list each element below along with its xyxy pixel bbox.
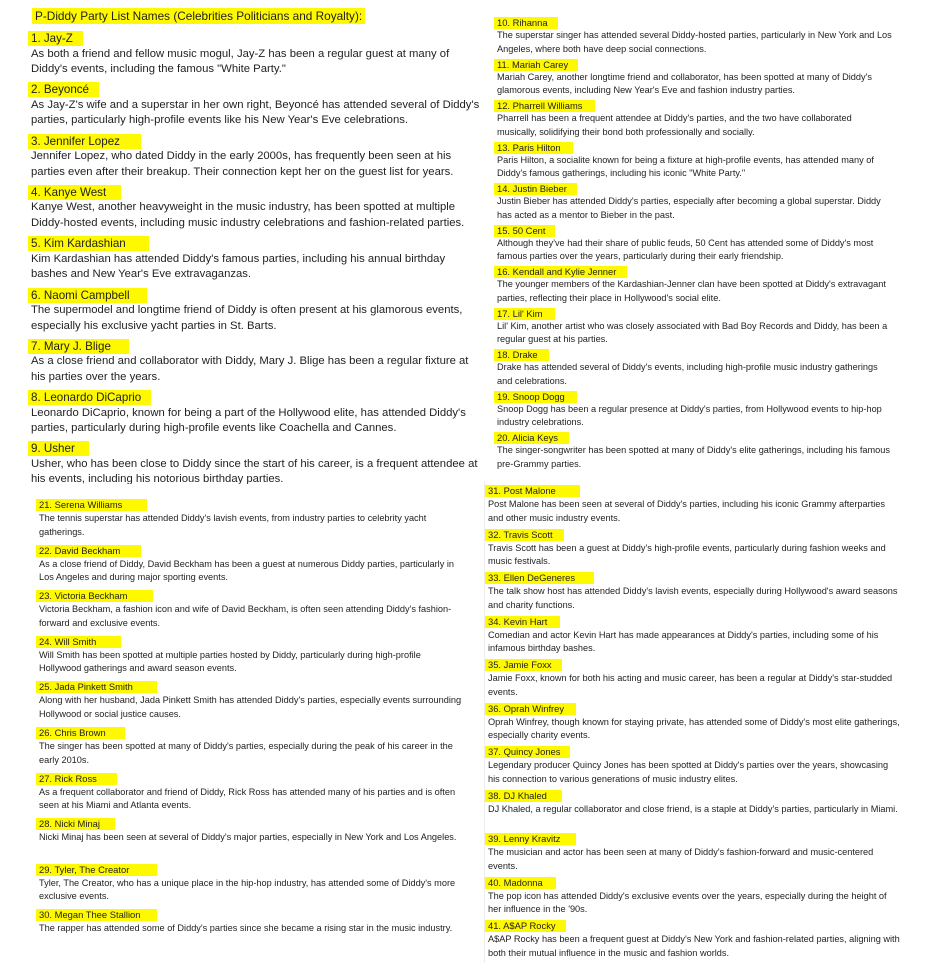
entry-description: The singer has been spotted at many of Diddy's parties, especially during the peak of his career in the early 2010s. <box>39 741 453 765</box>
entry-description: Leonardo DiCaprio, known for being a part of the Hollywood elite, has attended Diddy's parties, particularly during high-profile events like Coachella and Cannes. <box>31 406 466 435</box>
entry-description: As a frequent collaborator and friend of Diddy, Rick Ross has attended many of his parties and is often seen at his Miami and Atlanta events. <box>39 786 456 811</box>
entry-name: 5. Kim Kardashian <box>28 236 149 251</box>
panel-bottom-right <box>484 481 904 963</box>
entry-name: 29. Tyler, The Creator <box>36 864 157 876</box>
entry-name: 28. Nicki Minaj <box>36 818 115 830</box>
entry-name: 27. Rick Ross <box>36 773 117 785</box>
entry-name: 22. David Beckham <box>36 545 141 557</box>
entry-name: 4. Kanye West <box>28 185 121 200</box>
entry-name: 39. Lenny Kravitz <box>485 833 576 845</box>
entry-name: 6. Naomi Campbell <box>28 288 147 303</box>
entry-name: 37. Quincy Jones <box>485 746 570 758</box>
entry-description: The superstar singer has attended several Diddy-hosted parties, particularly in New York and Los Angeles, where both have deep social connections. <box>497 30 892 54</box>
entry-name: 19. Snoop Dogg <box>494 391 577 403</box>
entry-name: 20. Alicia Keys <box>494 432 569 444</box>
entry-description: Pharrell has been a frequent attendee at Diddy's parties, and the two have collaborated musically, solidifying their bond both professionally and socially. <box>497 113 852 137</box>
entry-description: Kim Kardashian has attended Diddy's famous parties, including his annual birthday bashes and New Year's Eve extravaganzas. <box>31 252 446 281</box>
entry-description: Legendary producer Quincy Jones has been spotted at Diddy's parties over the years, showcasing his connection to various generations of music industry elites. <box>488 760 889 784</box>
entry-description: The rapper has attended some of Diddy's parties since she became a rising star in the music industry. <box>39 923 453 934</box>
entry-name: 14. Justin Bieber <box>494 183 577 195</box>
entry-name: 21. Serena Williams <box>36 499 147 511</box>
page-title: P-Diddy Party List Names (Celebrities Politicians and Royalty): <box>32 8 365 24</box>
entry-name: 34. Kevin Hart <box>485 616 560 628</box>
entry-description: Post Malone has been seen at several of Diddy's parties, including his iconic Grammy afterparties and other music industry events. <box>488 499 886 523</box>
entry-name: 38. DJ Khaled <box>485 790 562 802</box>
entry-description: The supermodel and longtime friend of Diddy is often present at his glamorous events, especially his exclusive yacht parties in St. Barts. <box>31 304 463 332</box>
entry-name: 31. Post Malone <box>485 485 580 497</box>
entry-name: 1. Jay-Z <box>28 31 83 46</box>
entry-description: Justin Bieber has attended Diddy's parties, especially after becoming a global superstar. Diddy has acted as a mentor to Bieber in the past. <box>497 196 881 220</box>
entry-description: Along with her husband, Jada Pinkett Smith has attended Diddy's parties, especially events surrounding Hollywood or social justice causes. <box>39 695 462 719</box>
panel-top-right <box>494 14 894 474</box>
entry-name: 8. Leonardo DiCaprio <box>28 390 151 405</box>
entry-name: 36. Oprah Winfrey <box>485 703 576 715</box>
entry-name: 2. Beyoncé <box>28 82 99 97</box>
entry-description: Tyler, The Creator, who has a unique place in the hip-hop industry, has attended some of Diddy's more exclusive events. <box>39 877 456 902</box>
entry-description: As Jay-Z's wife and a superstar in her own right, Beyoncé has attended several of Diddy's parties, particularly high-profile events like his New Year's Eve celebrations. <box>31 98 480 127</box>
entry-name: 33. Ellen DeGeneres <box>485 572 594 584</box>
entry-description: As a close friend and collaborator with Diddy, Mary J. Blige has been a regular fixture at his parties over the years. <box>31 355 469 383</box>
entry-description: Comedian and actor Kevin Hart has made appearances at Diddy's parties, including some of his infamous birthday bashes. <box>488 629 879 653</box>
entry-description: The singer-songwriter has been spotted at many of Diddy's elite gatherings, including his famous pre-Grammy parties. <box>497 445 890 469</box>
entry-description: Snoop Dogg has been a regular presence at Diddy's parties, from Hollywood events to hip-hop industry celebrations. <box>497 403 882 427</box>
entry-name: 12. Pharrell Williams <box>494 100 595 112</box>
entry-description: Nicki Minaj has been seen at several of Diddy's major parties, especially in New York and Los Angeles. <box>39 832 457 843</box>
entry-name: 11. Mariah Carey <box>494 59 578 71</box>
entry-description: Drake has attended several of Diddy's events, including high-profile music industry gatherings and celebrations. <box>497 362 878 386</box>
entry-description: Victoria Beckham, a fashion icon and wife of David Beckham, is often seen attending Diddy's fashion-forward and exclusive events. <box>39 604 452 628</box>
entry-description: The musician and actor has been seen at many of Diddy's fashion-forward and music-centered events. <box>488 847 874 871</box>
entry-description: Jamie Foxx, known for both his acting and music career, has been a regular at Diddy's star-studded events. <box>488 673 893 697</box>
entry-description: Oprah Winfrey, though known for staying private, has attended some of Diddy's most elite gatherings, especially charity events. <box>488 716 900 740</box>
entry-description: Kanye West, another heavyweight in the music industry, has been spotted at multiple Diddy-hosted events, including music industry celebrations and fashion-related parties. <box>31 201 465 229</box>
entry-name: 10. Rihanna <box>494 17 558 29</box>
entry-description: The pop icon has attended Diddy's exclusive events over the years, especially during the height of her influence in the '90s. <box>488 890 887 914</box>
entry-name: 9. Usher <box>28 441 89 456</box>
entry-name: 32. Travis Scott <box>485 529 564 541</box>
entry-description: As both a friend and fellow music mogul, Jay-Z has been a regular guest at many of Diddy's events, including the famous "White Party." <box>31 47 450 75</box>
entry-description: The talk show host has attended Diddy's lavish events, especially during Hollywood's award seasons and charity functions. <box>488 586 898 610</box>
entry-name: 15. 50 Cent <box>494 225 555 237</box>
entry-description: Usher, who has been close to Diddy since the start of his career, is a frequent attendee at his events, including his notorious birthday parties. <box>31 457 478 484</box>
entry-description: The tennis superstar has attended Diddy's lavish events, from industry parties to celebrity yacht gatherings. <box>39 513 427 537</box>
entry-description: Travis Scott has been a guest at Diddy's high-profile events, particularly during fashion weeks and music festivals. <box>488 542 886 566</box>
entry-name: 26. Chris Brown <box>36 727 125 739</box>
entry-name: 35. Jamie Foxx <box>485 659 562 671</box>
entry-name: 41. A$AP Rocky <box>485 920 566 932</box>
entry-name: 40. Madonna <box>485 877 556 889</box>
entry-name: 25. Jada Pinkett Smith <box>36 681 157 693</box>
entry-description: Lil' Kim, another artist who was closely associated with Bad Boy Records and Diddy, has been a regular guest at his parties. <box>497 320 888 344</box>
entry-description: As a close friend of Diddy, David Beckham has been a guest at numerous Diddy parties, particularly in Los Angeles and during major sporting events. <box>39 558 455 583</box>
entry-name: 18. Drake <box>494 349 549 361</box>
entry-name: 3. Jennifer Lopez <box>28 134 141 149</box>
panel-bottom-left <box>36 494 466 963</box>
entry-name: 30. Megan Thee Stallion <box>36 909 157 921</box>
entry-description: The younger members of the Kardashian-Jenner clan have been spotted at Diddy's extravagant parties, reflecting their place in Hollywood's social elite. <box>497 279 886 303</box>
entry-description: Although they've had their share of public feuds, 50 Cent has attended some of Diddy's most famous parties over the years, particularly during their early friendship. <box>497 237 874 261</box>
entry-description: DJ Khaled, a regular collaborator and close friend, is a staple at Diddy's parties, particularly in Miami. <box>488 803 898 814</box>
entry-description: Paris Hilton, a socialite known for being a fixture at high-profile events, has attended many of Diddy's famous gatherings, including his iconic "White Party." <box>497 154 874 178</box>
entry-description: A$AP Rocky has been a frequent guest at Diddy's New York and fashion-related parties, aligning with both their mutual influence in the music and fashion worlds. <box>488 934 900 958</box>
entry-description: Jennifer Lopez, who dated Diddy in the early 2000s, has frequently been seen at his parties even after their breakup. Their connection kept her on the guest list for years. <box>31 150 454 178</box>
panel-top-left <box>28 0 483 484</box>
entry-name: 13. Paris Hilton <box>494 142 573 154</box>
entry-name: 24. Will Smith <box>36 636 121 648</box>
entry-name: 23. Victoria Beckham <box>36 590 153 602</box>
entry-description: Will Smith has been spotted at multiple parties hosted by Diddy, particularly during high-profile Hollywood gatherings and award season events. <box>39 649 421 674</box>
entry-name: 17. Lil' Kim <box>494 308 555 320</box>
entry-description: Mariah Carey, another longtime friend and collaborator, has been spotted at many of Diddy's glamorous events, including New Year's Eve and fashion industry parties. <box>497 71 872 95</box>
entry-name: 7. Mary J. Blige <box>28 339 129 354</box>
entry-name: 16. Kendall and Kylie Jenner <box>494 266 627 278</box>
